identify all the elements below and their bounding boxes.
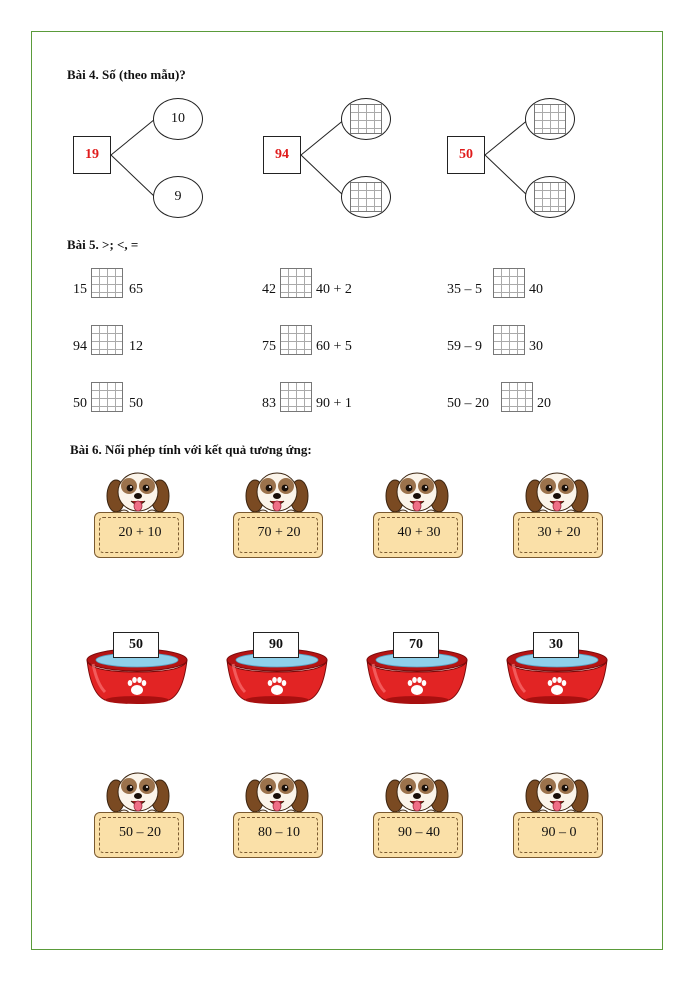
expression-label: 40 + 30 <box>397 525 441 540</box>
compare-item <box>447 325 587 355</box>
pet-bowl[interactable] <box>501 632 613 702</box>
bai4-heading: Bài 4. Số (theo mẫu)? <box>67 67 186 82</box>
compare-right: 90 + 1 <box>316 396 352 411</box>
dog-plaque[interactable] <box>231 770 327 864</box>
answer-grid-box[interactable] <box>493 325 525 355</box>
compare-right: 40 <box>529 282 543 297</box>
bai4-number-box: 94 <box>263 136 301 174</box>
bai4-bottom-circle <box>341 176 391 218</box>
answer-grid-box[interactable] <box>280 268 312 298</box>
bai6-heading: Bài 6. Nối phép tính với kết quả tương ứng: <box>70 442 312 457</box>
pet-bowl[interactable] <box>221 632 333 702</box>
answer-grid-box[interactable] <box>350 104 382 134</box>
compare-left: 42 <box>262 282 276 297</box>
expression-label: 80 – 10 <box>258 825 300 840</box>
answer-grid-box[interactable] <box>493 268 525 298</box>
answer-grid-box[interactable] <box>534 182 566 212</box>
compare-right: 30 <box>529 339 543 354</box>
compare-right: 12 <box>129 339 143 354</box>
compare-item <box>262 268 402 298</box>
bai4-bottom-circle <box>525 176 575 218</box>
dog-plaque[interactable] <box>511 470 607 564</box>
expression-label: 90 – 40 <box>398 825 440 840</box>
bai4-top-circle <box>341 98 391 140</box>
compare-left: 94 <box>73 339 87 354</box>
bai4-top-circle <box>525 98 575 140</box>
compare-item <box>73 382 193 412</box>
compare-left: 83 <box>262 396 276 411</box>
expression-label: 70 + 20 <box>257 525 301 540</box>
answer-grid-box[interactable] <box>91 325 123 355</box>
compare-item <box>447 268 587 298</box>
dog-plaque[interactable] <box>92 770 188 864</box>
compare-left: 15 <box>73 282 87 297</box>
bai4-bottom-circle: 9 <box>153 176 203 218</box>
compare-right: 40 + 2 <box>316 282 352 297</box>
answer-grid-box[interactable] <box>350 182 382 212</box>
answer-grid-box[interactable] <box>91 382 123 412</box>
result-card: 30 <box>533 632 579 658</box>
compare-left: 35 – 5 <box>447 282 482 297</box>
compare-right: 60 + 5 <box>316 339 352 354</box>
result-card: 90 <box>253 632 299 658</box>
compare-left: 50 <box>73 396 87 411</box>
answer-grid-box[interactable] <box>501 382 533 412</box>
bai4-top-circle: 10 <box>153 98 203 140</box>
expression-label: 20 + 10 <box>118 525 162 540</box>
answer-grid-box[interactable] <box>91 268 123 298</box>
answer-grid-box[interactable] <box>280 382 312 412</box>
expression-label: 50 – 20 <box>119 825 161 840</box>
dog-plaque[interactable] <box>231 470 327 564</box>
dog-plaque[interactable] <box>371 770 467 864</box>
pet-bowl[interactable] <box>81 632 193 702</box>
bai4-number-box: 19 <box>73 136 111 174</box>
result-card: 50 <box>113 632 159 658</box>
compare-left: 50 – 20 <box>447 396 489 411</box>
compare-item <box>262 325 402 355</box>
answer-grid-box[interactable] <box>534 104 566 134</box>
compare-right: 50 <box>129 396 143 411</box>
compare-item <box>447 382 587 412</box>
compare-left: 59 – 9 <box>447 339 482 354</box>
dog-plaque[interactable] <box>371 470 467 564</box>
expression-label: 30 + 20 <box>537 525 581 540</box>
dog-plaque[interactable] <box>511 770 607 864</box>
compare-left: 75 <box>262 339 276 354</box>
compare-right: 65 <box>129 282 143 297</box>
compare-item <box>73 325 193 355</box>
compare-right: 20 <box>537 396 551 411</box>
dog-plaque[interactable] <box>92 470 188 564</box>
compare-item <box>73 268 193 298</box>
answer-grid-box[interactable] <box>280 325 312 355</box>
bai4-number-box: 50 <box>447 136 485 174</box>
expression-label: 90 – 0 <box>541 825 577 840</box>
bai5-heading: Bài 5. >; <, = <box>67 237 139 252</box>
compare-item <box>262 382 402 412</box>
pet-bowl[interactable] <box>361 632 473 702</box>
result-card: 70 <box>393 632 439 658</box>
